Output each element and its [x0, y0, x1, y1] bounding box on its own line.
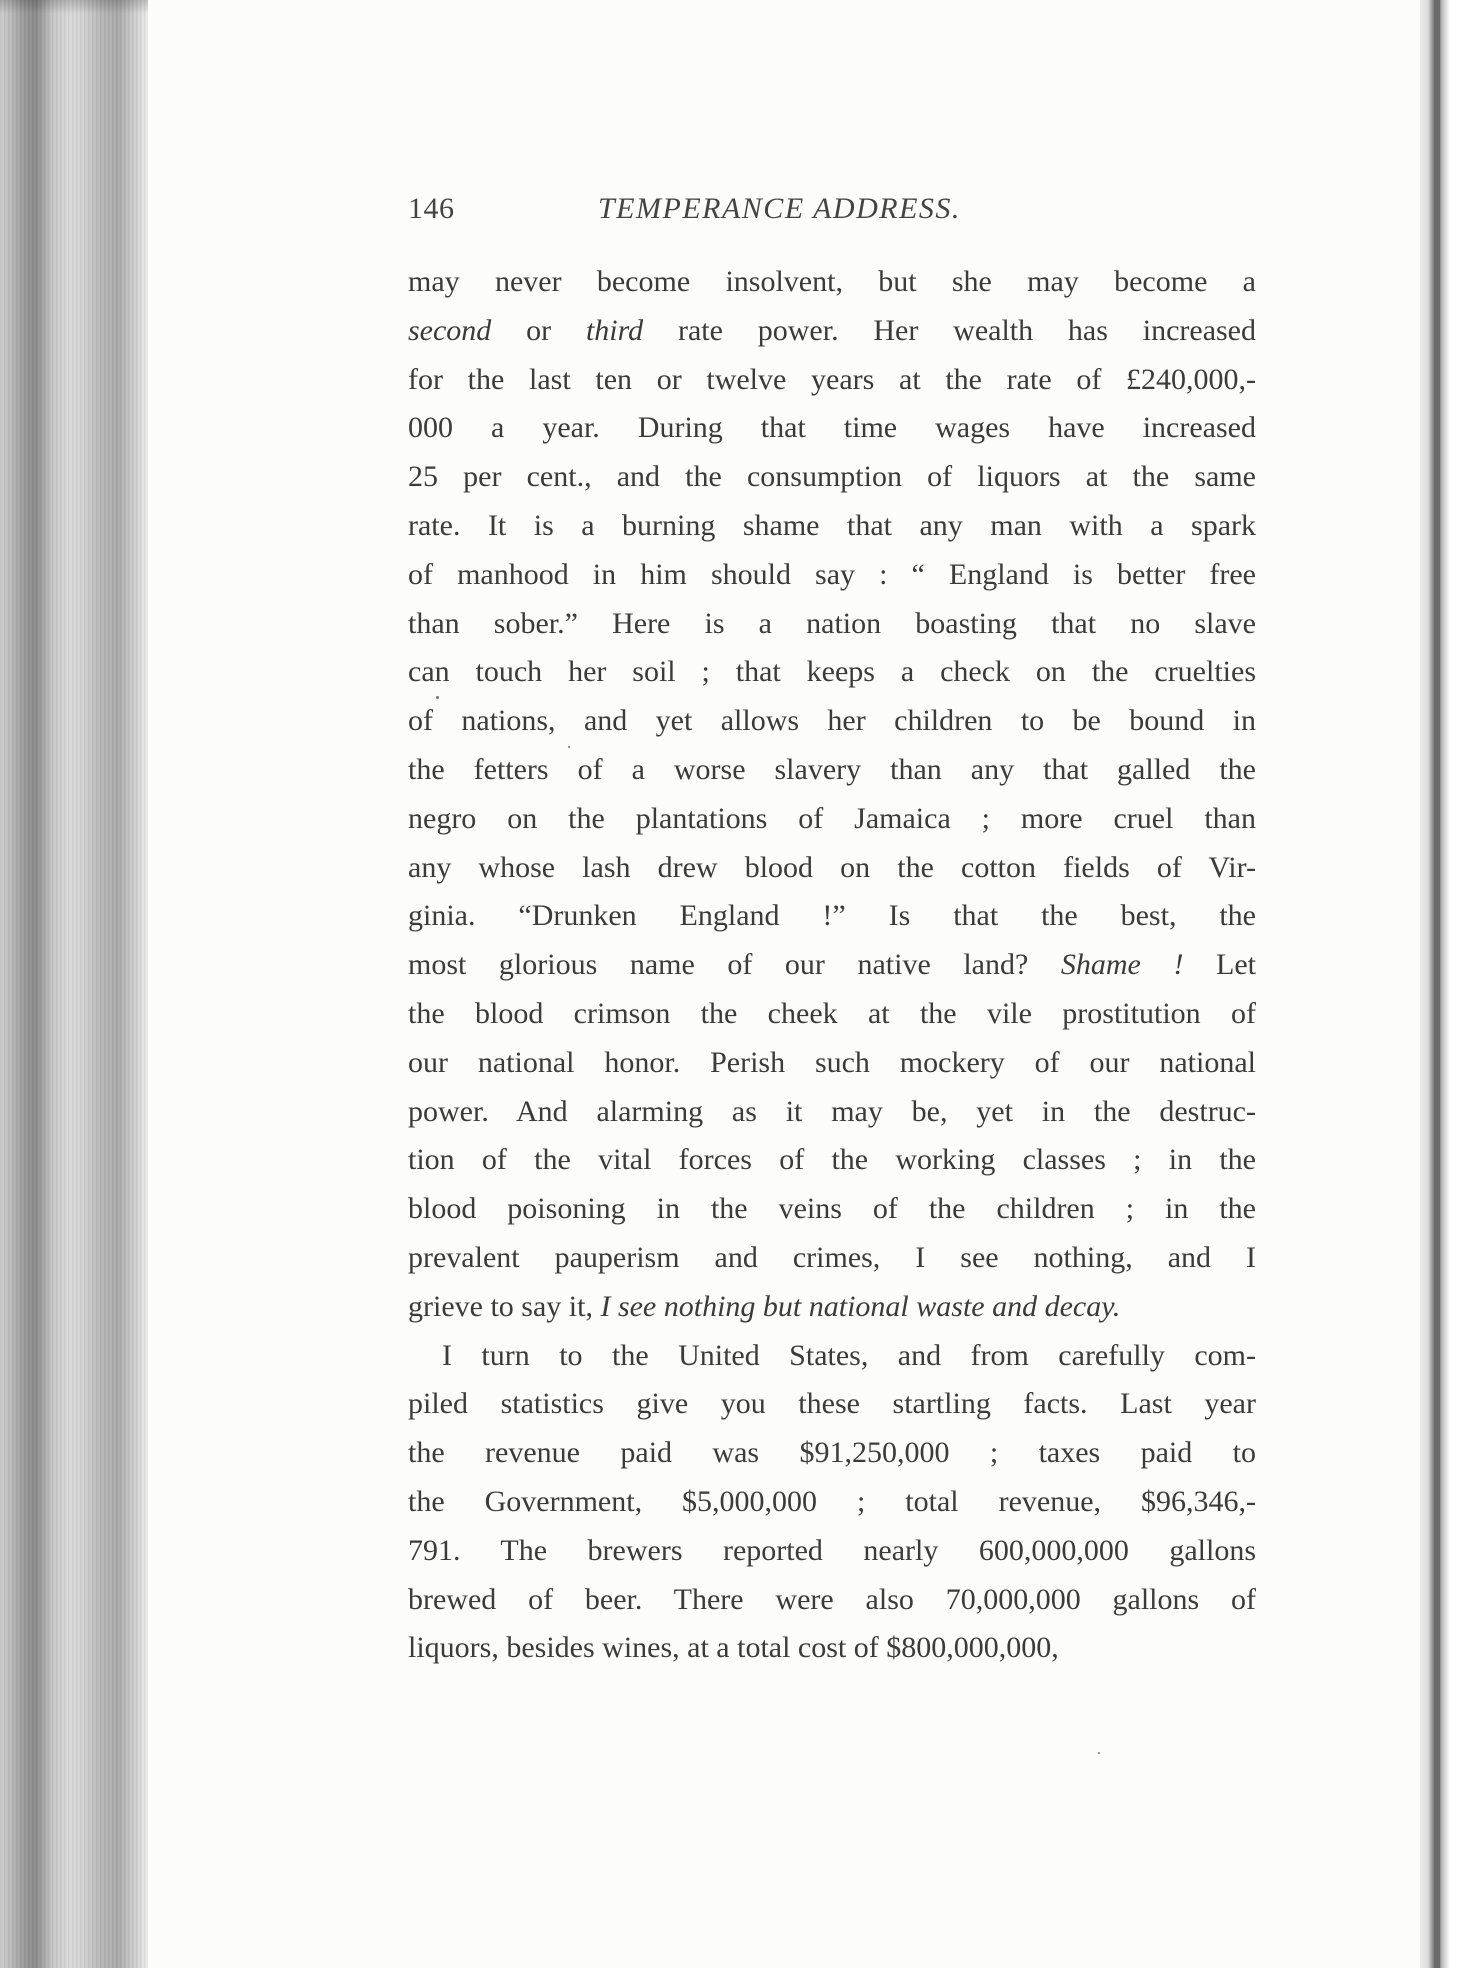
italic-text: Shame ! — [1060, 948, 1184, 982]
paragraph — [408, 1332, 1256, 1674]
text-line — [408, 551, 1256, 600]
text-line — [408, 356, 1256, 405]
text-segment: our national honor. Perish such mockery of our national — [408, 1045, 1256, 1079]
text-line — [408, 1185, 1256, 1234]
text-line — [408, 1332, 1256, 1381]
text-segment: can touch her soil ; that keeps a check on the cruelties — [408, 655, 1256, 689]
text-line — [408, 746, 1256, 795]
text-segment: or — [491, 313, 586, 347]
spine-gap — [1434, 0, 1440, 1968]
text-line — [408, 648, 1256, 697]
text-segment: 000 a year. During that time wages have increased — [408, 411, 1256, 445]
text-segment: may never become insolvent, but she may become a — [408, 265, 1256, 298]
text-line — [408, 404, 1256, 453]
text-segment: rate power. Her wealth has increased — [643, 313, 1256, 347]
text-segment: brewed of beer. There were also 70,000,000 gallons of — [408, 1582, 1256, 1616]
text-line — [408, 990, 1256, 1039]
text-segment: ginia. “Drunken England !” Is that the best, the — [408, 899, 1256, 933]
running-title: TEMPERANCE ADDRESS. — [598, 192, 961, 225]
text-line — [408, 697, 1256, 746]
text-segment: the fetters of a worse slavery than any that galled the — [408, 752, 1256, 786]
text-segment: I turn to the United States, and from carefully com- — [442, 1338, 1256, 1372]
italic-text: I see nothing but national waste and decay. — [600, 1289, 1121, 1323]
text-line — [408, 1234, 1256, 1283]
text-segment: than sober.” Here is a nation boasting that no slave — [408, 606, 1256, 640]
text-segment: piled statistics give you these startling facts. Last year — [408, 1387, 1256, 1421]
text-segment: blood poisoning in the veins of the children ; in the — [408, 1192, 1256, 1226]
italic-text: second — [408, 313, 492, 347]
page-number: 146 — [408, 192, 455, 225]
text-line — [408, 1527, 1256, 1576]
text-line — [408, 844, 1256, 893]
text-segment: negro on the plantations of Jamaica ; more cruel than — [408, 801, 1256, 835]
book-page-edges — [0, 0, 148, 1968]
print-speck — [436, 696, 439, 699]
text-segment: of nations, and yet allows her children to be bound in — [408, 704, 1256, 738]
text-segment: liquors, besides wines, at a total cost of $800,000,000, — [408, 1631, 1059, 1665]
text-line — [408, 1136, 1256, 1185]
text-line — [408, 1478, 1256, 1527]
body-text — [408, 258, 1256, 1673]
text-segment: any whose lash drew blood on the cotton fields of Vir- — [408, 850, 1256, 884]
text-segment: grieve to say it, — [408, 1289, 601, 1323]
text-line — [408, 941, 1256, 990]
running-head — [408, 192, 1048, 236]
text-line — [408, 502, 1256, 551]
text-segment: tion of the vital forces of the working classes ; in the — [408, 1143, 1256, 1177]
text-segment: 791. The brewers reported nearly 600,000,000 gallons — [408, 1533, 1256, 1567]
text-segment: 25 per cent., and the consumption of liquors at the same — [408, 460, 1256, 494]
text-line — [408, 1429, 1256, 1478]
text-segment: of manhood in him should say : “ England is better free — [408, 557, 1256, 591]
text-line — [408, 1088, 1256, 1137]
text-segment: the revenue paid was $91,250,000 ; taxes paid to — [408, 1436, 1256, 1470]
text-segment: prevalent pauperism and crimes, I see nothing, and I — [408, 1240, 1256, 1274]
text-segment: for the last ten or twelve years at the rate of £240,000,- — [408, 362, 1256, 396]
text-line — [408, 307, 1256, 356]
italic-text: third — [585, 313, 644, 347]
text-line — [408, 600, 1256, 649]
text-line — [408, 258, 1256, 307]
text-segment: most glorious name of our native land? — [408, 948, 1061, 982]
text-line — [408, 1380, 1256, 1429]
text-segment: the blood crimson the cheek at the vile prostitution of — [408, 996, 1256, 1030]
text-segment: the Government, $5,000,000 ; total revenue, $96,346,- — [408, 1484, 1256, 1518]
text-segment: rate. It is a burning shame that any man with a spark — [408, 508, 1256, 542]
book-spine-edge — [1420, 0, 1480, 1968]
text-line — [408, 1039, 1256, 1088]
text-line — [408, 1624, 1256, 1673]
text-line — [408, 453, 1256, 502]
text-line — [408, 1283, 1256, 1332]
text-line — [408, 1576, 1256, 1625]
paragraph — [408, 258, 1256, 1332]
print-speck — [568, 746, 570, 748]
edge-shadow — [0, 0, 148, 14]
print-speck — [1098, 1752, 1100, 1754]
text-line — [408, 892, 1256, 941]
text-segment: Let — [1183, 948, 1256, 982]
text-segment: power. And alarming as it may be, yet in the destruc- — [408, 1094, 1256, 1128]
text-line — [408, 795, 1256, 844]
